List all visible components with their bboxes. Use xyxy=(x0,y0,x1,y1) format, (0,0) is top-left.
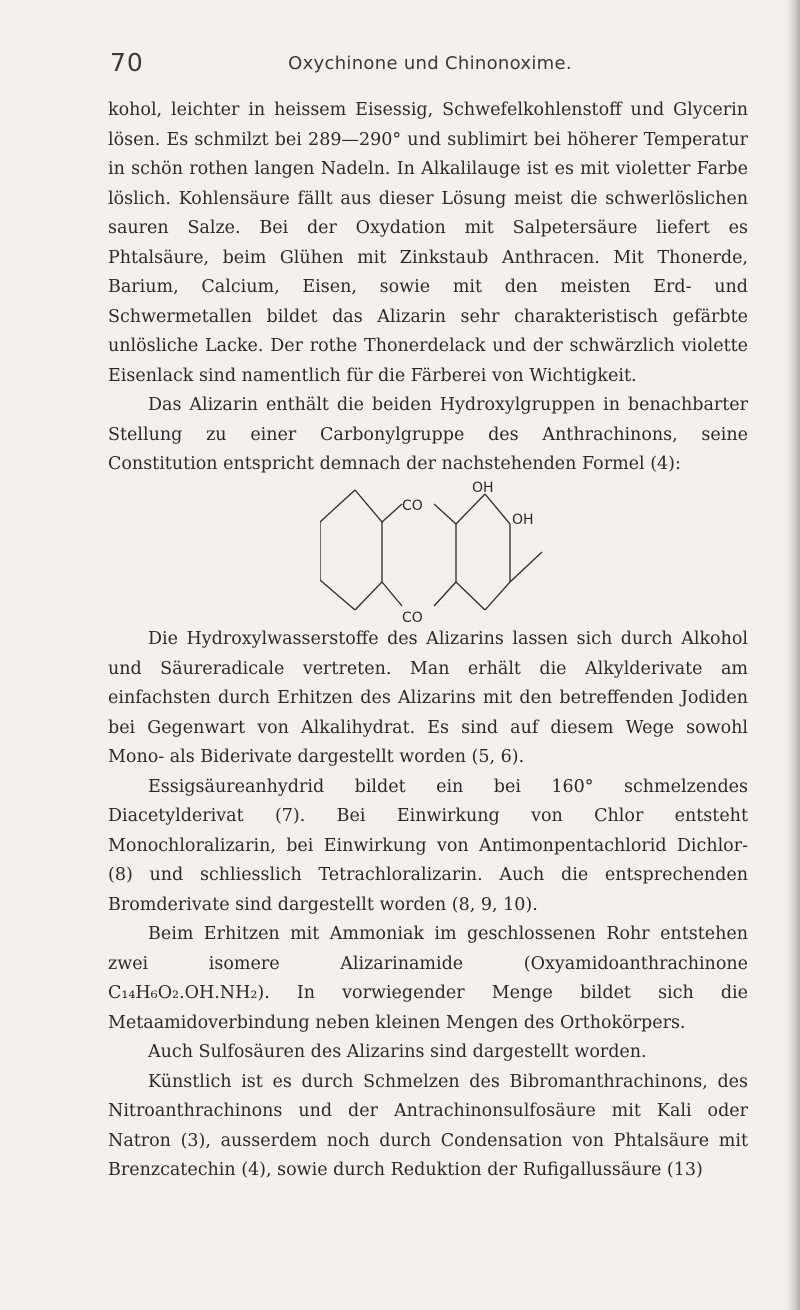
paragraph: Auch Sulfosäuren des Alizarins sind dargestellt worden. xyxy=(148,1042,647,1062)
bond xyxy=(355,490,382,522)
paragraph: Beim Erhitzen mit Ammoniak im geschlossenen Rohr entstehen zwei isomere Alizarinamide (Oxyamidoanthrachinone C₁₄H₆O₂.OH.NH₂). In vorwiegender Menge bildet sich die Metaamidoverbindung neben kleinen Mengen des Orthokörpers. xyxy=(108,924,748,1033)
page-number: 70 xyxy=(110,48,144,77)
bond xyxy=(382,582,402,606)
formula-label-oh-2: OH xyxy=(512,512,534,528)
bond xyxy=(355,582,382,610)
bond xyxy=(320,490,355,522)
paragraph: Essigsäureanhydrid bildet ein bei 160° schmelzendes Diacetylderivat (7). Bei Einwirkung von Chlor entsteht Monochloralizarin, bei Einwirkung von Antimonpentachlorid Dichlor- (8) und schliesslich Tetrachloralizarin. Auch die entsprechenden Bromderivate sind dargestellt worden (8, 9, 10). xyxy=(108,776,748,915)
paragraph: Die Hydroxylwasserstoffe des Alizarins lassen sich durch Alkohol und Säureradicale vertreten. Man erhält die Alkylderivate am einfachsten durch Erhitzen des Alizarins mit den betreffenden Jodiden bei Gegenwart von Alkalihydrat. Es sind auf diesem Wege sowohl Mono- als Biderivate dargestellt worden (5, 6). xyxy=(108,629,748,767)
ring-bonds xyxy=(320,490,542,610)
page-header xyxy=(110,48,750,82)
page-edge-shadow xyxy=(786,0,800,1310)
formula-label-co-bottom: CO xyxy=(402,610,423,626)
formula-label-co-top: CO xyxy=(402,498,423,514)
paragraph: Das Alizarin enthält die beiden Hydroxylgruppen in benachbarter Stellung zu einer Carbonylgruppe des Anthrachinons, seine Constitution entspricht demnach der nachstehenden Formel (4): xyxy=(108,395,748,474)
alizarin-structural-formula xyxy=(320,480,600,630)
bond xyxy=(434,582,456,606)
bond xyxy=(510,552,542,582)
bond xyxy=(485,494,510,524)
text-block-top xyxy=(108,96,748,480)
paragraph: Künstlich ist es durch Schmelzen des Bibromanthrachinons, des Nitroanthrachinons und der Antrachinonsulfosäure mit Kali oder Natron (3), ausserdem noch durch Condensation von Phtalsäure mit Brenzcatechin (4), sowie durch Reduktion der Rufigallussäure (13) xyxy=(108,1071,748,1180)
formula-svg xyxy=(320,480,600,630)
bond xyxy=(485,582,510,610)
bond xyxy=(382,504,402,522)
paragraph: kohol, leichter in heissem Eisessig, Schwefelkohlenstoff und Glycerin lösen. Es schmilzt bei 289—290° und sublimirt bei höherer Temperatur in schön rothen langen Nadeln. In Alkalilauge ist es mit violetter Farbe löslich. Kohlensäure fällt aus dieser Lösung meist die schwerlöslichen sauren Salze. Bei der Oxydation mit Salpetersäure liefert es Phtalsäure, beim Glühen mit Zinkstaub Anthracen. Mit Thonerde, Barium, Calcium, Eisen, sowie mit den meisten Erd- und Schwermetallen bildet das Alizarin sehr charakteristisch gefärbte unlösliche Lacke. Der rothe Thonerdelack und der schwärzlich violette Eisenlack sind namentlich für die Färberei von Wichtigkeit. xyxy=(108,100,748,386)
formula-label-oh-1: OH xyxy=(472,480,494,496)
bond xyxy=(320,580,355,610)
bond xyxy=(456,494,485,524)
bond xyxy=(434,504,456,524)
running-title: Oxychinone und Chinonoxime. xyxy=(288,53,572,74)
bond xyxy=(456,582,485,610)
text-block-bottom xyxy=(108,625,748,1186)
